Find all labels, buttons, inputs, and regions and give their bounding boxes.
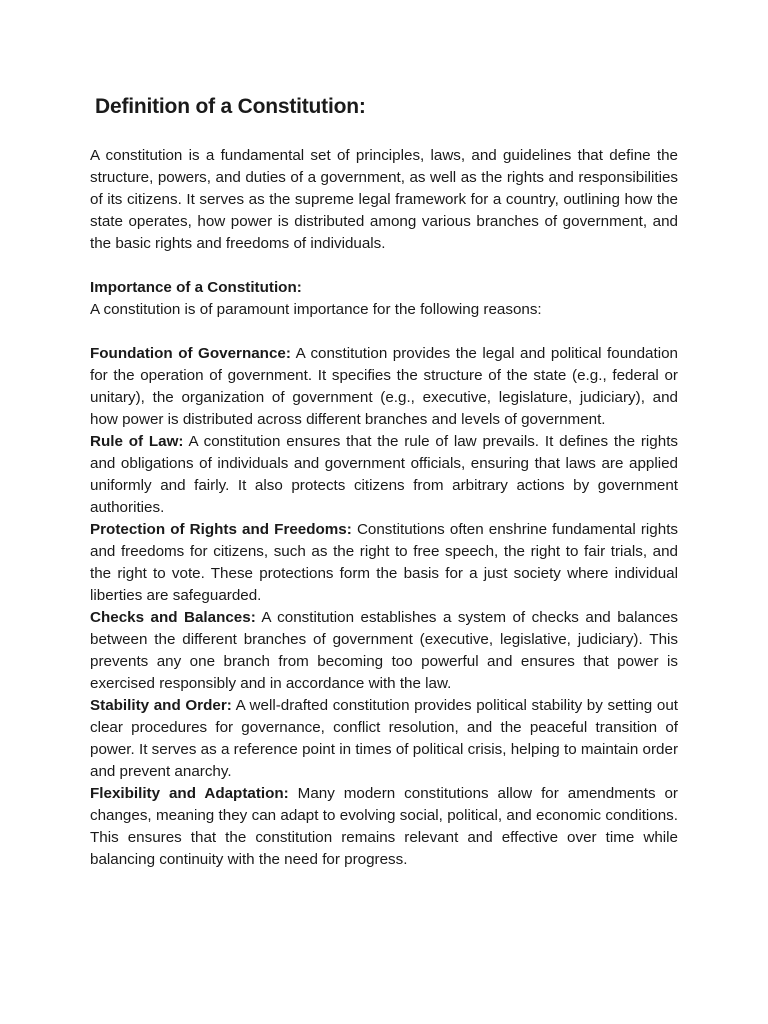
definition-paragraph: A constitution is a fundamental set of principles, laws, and guidelines that define the structure, powers, and duties of a government, as well as the rights and responsibilities of its citizens. It serves as the supreme legal framework for a country, outlining how the state operates, how power is distributed among various branches of government, and the basic rights and freedoms of individuals.	[90, 147, 678, 252]
reason-protection-of-rights	[90, 519, 678, 607]
reason-text: A constitution provides the legal and political foundation for the operation of government. It specifies the structure of the state (e.g., federal or unitary), the organization of government (e.g., executive, legislature, judiciary), and how power is distributed across different branches and levels of government.	[90, 345, 678, 428]
spacer	[90, 321, 678, 343]
reason-checks-and-balances	[90, 607, 678, 695]
reason-term: Stability and Order:	[90, 697, 232, 714]
reason-foundation-of-governance	[90, 343, 678, 431]
reason-rule-of-law	[90, 431, 678, 519]
reasons-list	[90, 343, 678, 871]
reason-term: Checks and Balances:	[90, 609, 256, 626]
reason-text: Many modern constitutions allow for amendments or changes, meaning they can adapt to evolving social, political, and economic conditions. This ensures that the constitution remains relevant and effective over time while balancing continuity with the need for progress.	[90, 785, 678, 868]
importance-intro: A constitution is of paramount importance for the following reasons:	[90, 301, 542, 318]
reason-text: A constitution establishes a system of checks and balances between the different branches of government (executive, legislative, judiciary). This prevents any one branch from becoming too powerful and ensures that power is exercised responsibly and in accordance with the law.	[90, 609, 678, 692]
reason-flexibility-and-adaptation	[90, 783, 678, 871]
reason-term: Flexibility and Adaptation:	[90, 785, 289, 802]
reason-text: Constitutions often enshrine fundamental rights and freedoms for citizens, such as the right to free speech, the right to fair trials, and the right to vote. These protections form the basis for a just society where individual liberties are safeguarded.	[90, 521, 679, 604]
reason-text: A well-drafted constitution provides political stability by setting out clear procedures for governance, conflict resolution, and the peaceful transition of power. It serves as a reference point in times of political crisis, helping to maintain order and prevent anarchy.	[90, 697, 679, 780]
reason-stability-and-order	[90, 695, 678, 783]
spacer	[90, 255, 678, 277]
document-page	[90, 92, 678, 871]
reason-term: Rule of Law:	[90, 433, 184, 450]
reason-text: A constitution ensures that the rule of law prevails. It defines the rights and obligations of individuals and government officials, ensuring that laws are applied uniformly and fairly. It also protects citizens from arbitrary actions by government authorities.	[90, 433, 679, 516]
importance-heading: Importance of a Constitution:	[90, 279, 302, 296]
reason-term: Protection of Rights and Freedoms:	[90, 521, 352, 538]
reason-term: Foundation of Governance:	[90, 345, 291, 362]
page-title: Definition of a Constitution:	[95, 95, 366, 118]
